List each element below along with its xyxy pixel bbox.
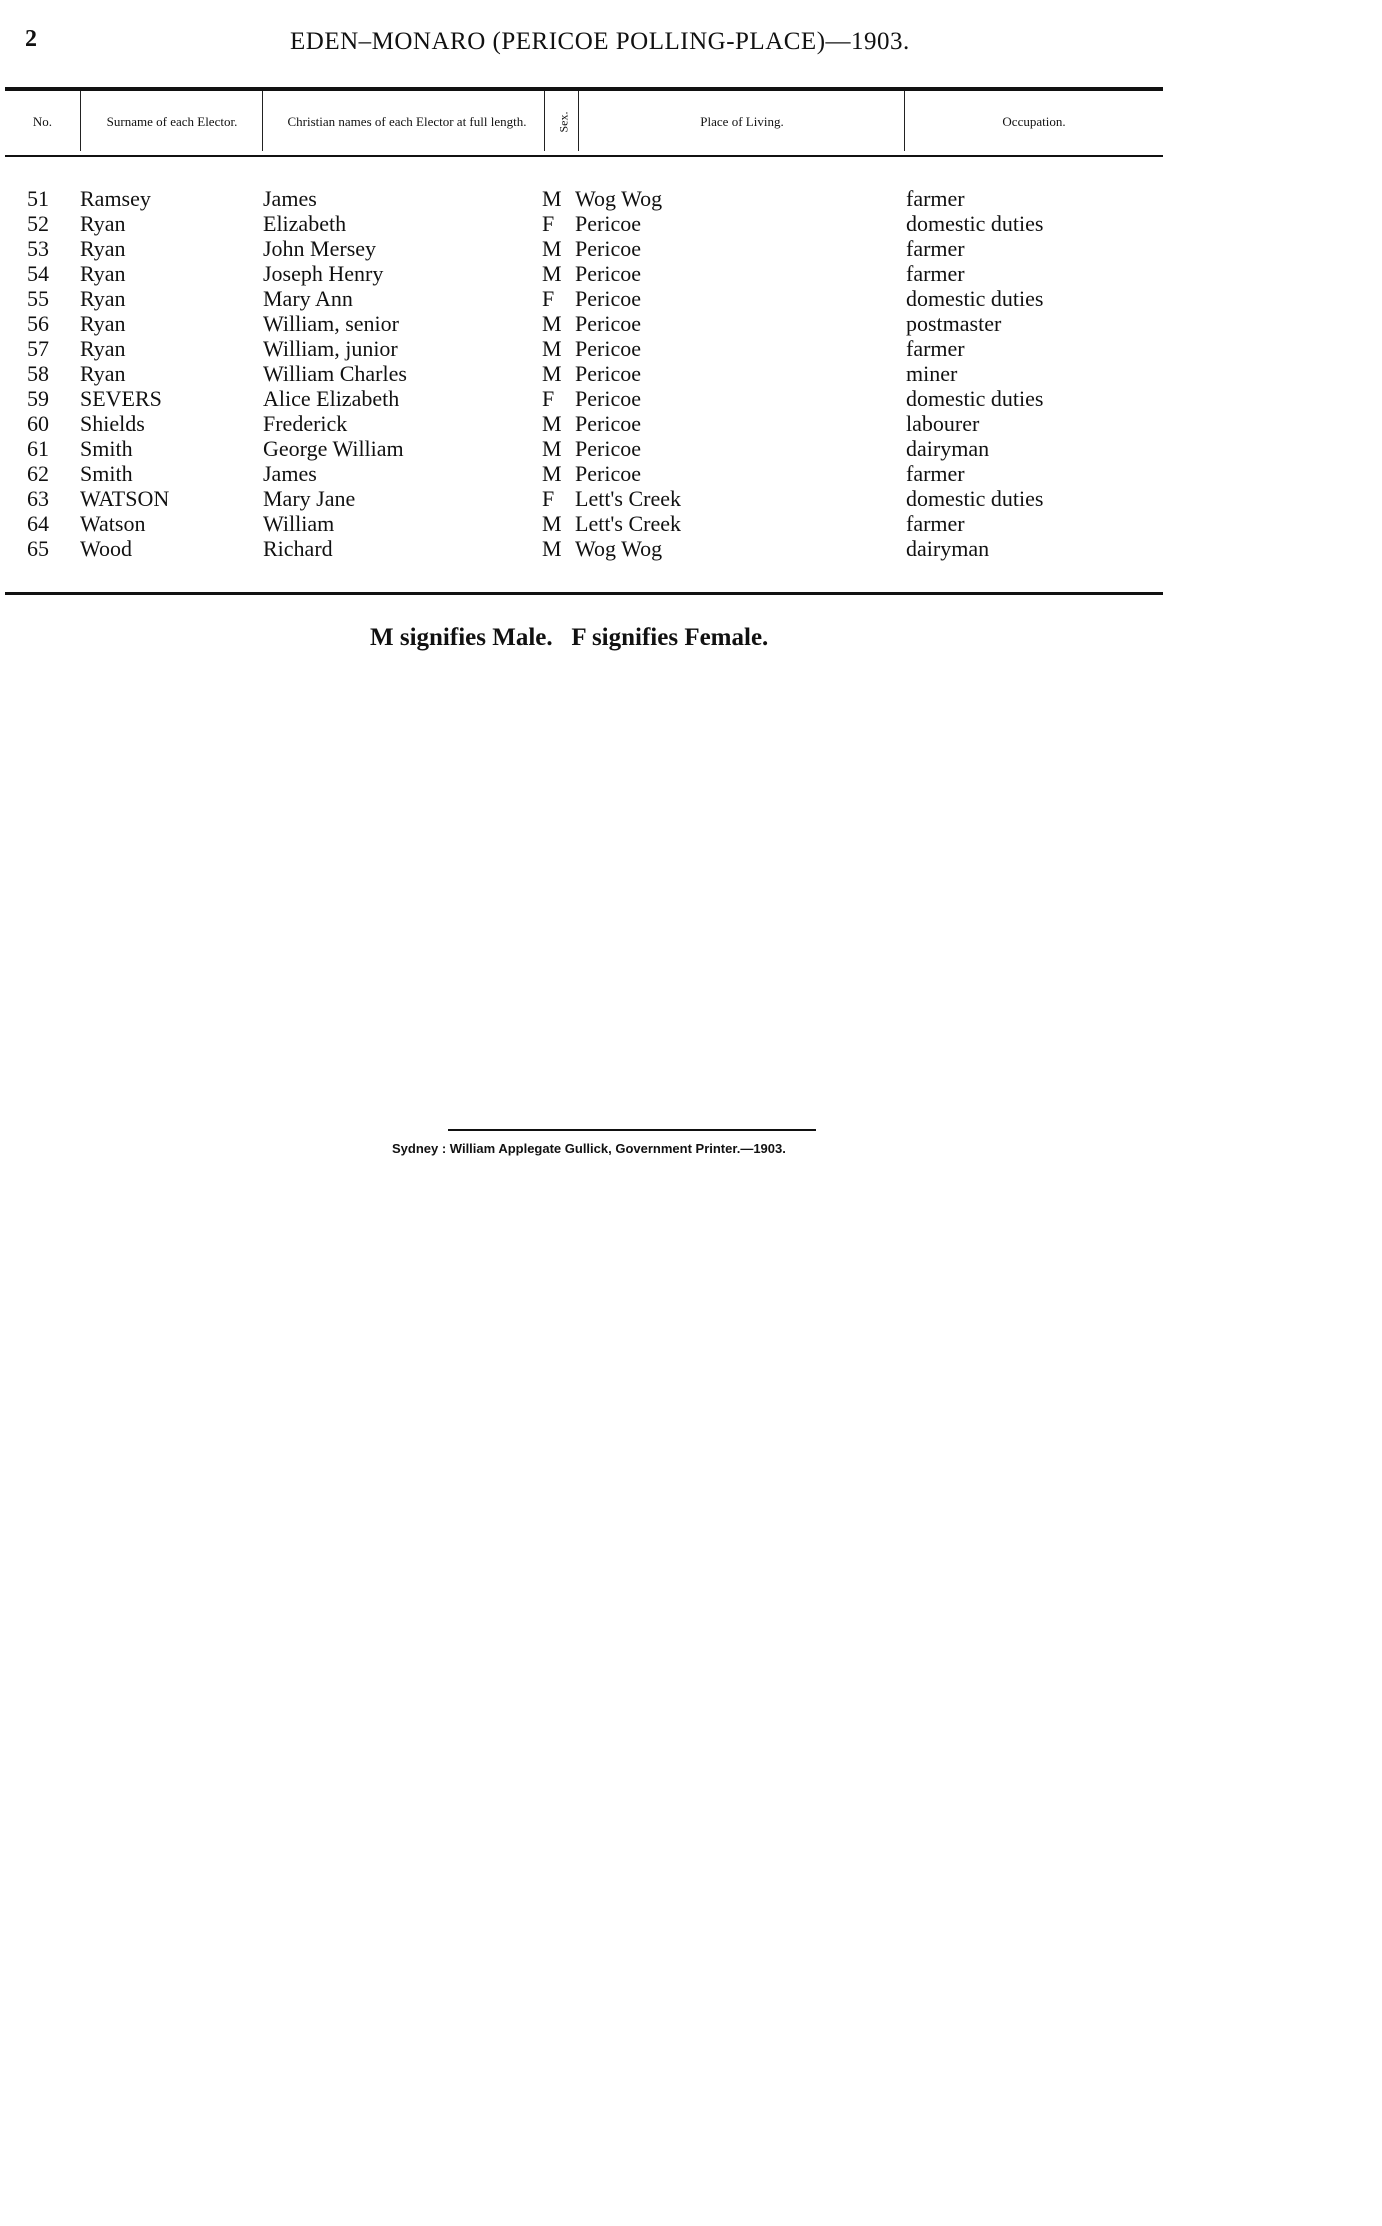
elector-number: 61 <box>27 436 49 461</box>
elector-number: 54 <box>27 261 49 286</box>
elector-sex: F <box>542 286 555 311</box>
elector-place-of-living: Pericoe <box>575 286 641 311</box>
legend-note: M signifies Male. F signifies Female. <box>370 624 769 651</box>
elector-occupation: postmaster <box>906 311 1002 336</box>
elector-sex: M <box>542 186 562 211</box>
header-occupation: Occupation. <box>1002 114 1066 129</box>
elector-sex: M <box>542 336 562 361</box>
elector-place-of-living: Wog Wog <box>575 186 663 211</box>
table-row <box>0 486 1200 511</box>
elector-place-of-living: Pericoe <box>575 461 641 486</box>
column-divider <box>262 91 263 151</box>
elector-christian-names: Richard <box>263 536 333 561</box>
elector-surname: Ramsey <box>80 186 151 211</box>
table-row <box>0 336 1200 361</box>
elector-number: 58 <box>27 361 49 386</box>
elector-place-of-living: Lett's Creek <box>575 511 681 536</box>
table-row <box>0 386 1200 411</box>
elector-sex: M <box>542 511 562 536</box>
table-row <box>0 461 1200 486</box>
elector-sex: F <box>542 486 555 511</box>
elector-place-of-living: Pericoe <box>575 436 641 461</box>
elector-number: 59 <box>27 386 49 411</box>
elector-christian-names: James <box>263 461 317 486</box>
elector-occupation: domestic duties <box>906 211 1044 236</box>
header-surname: Surname of each Elector. <box>106 114 238 129</box>
elector-occupation: domestic duties <box>906 286 1044 311</box>
elector-sex: M <box>542 236 562 261</box>
table-row <box>0 311 1200 336</box>
elector-christian-names: William <box>263 511 335 536</box>
elector-christian-names: George William <box>263 436 404 461</box>
table-header <box>5 91 1163 153</box>
elector-number: 51 <box>27 186 49 211</box>
elector-surname: Watson <box>80 511 146 536</box>
elector-sex: M <box>542 361 562 386</box>
elector-christian-names: Elizabeth <box>263 211 347 236</box>
elector-sex: F <box>542 386 555 411</box>
table-row <box>0 261 1200 286</box>
elector-place-of-living: Pericoe <box>575 411 641 436</box>
elector-christian-names: Mary Jane <box>263 486 356 511</box>
elector-occupation: farmer <box>906 336 965 361</box>
elector-surname: Wood <box>80 536 133 561</box>
elector-number: 53 <box>27 236 49 261</box>
elector-surname: Ryan <box>80 361 126 386</box>
elector-number: 63 <box>27 486 49 511</box>
elector-christian-names: James <box>263 186 317 211</box>
elector-place-of-living: Lett's Creek <box>575 486 681 511</box>
elector-list <box>0 186 1200 561</box>
elector-christian-names: Frederick <box>263 411 348 436</box>
table-row <box>0 536 1200 561</box>
elector-surname: Smith <box>80 461 133 486</box>
elector-place-of-living: Pericoe <box>575 386 641 411</box>
elector-sex: M <box>542 311 562 336</box>
elector-number: 57 <box>27 336 49 361</box>
table-row <box>0 511 1200 536</box>
elector-sex: M <box>542 261 562 286</box>
bottom-rule <box>5 592 1163 595</box>
page-number: 2 <box>25 26 37 52</box>
elector-occupation: dairyman <box>906 536 990 561</box>
elector-occupation: domestic duties <box>906 386 1044 411</box>
elector-surname: Ryan <box>80 286 126 311</box>
column-divider <box>544 91 545 151</box>
elector-number: 56 <box>27 311 49 336</box>
elector-place-of-living: Pericoe <box>575 211 641 236</box>
elector-sex: F <box>542 211 555 236</box>
elector-number: 60 <box>27 411 49 436</box>
elector-occupation: farmer <box>906 461 965 486</box>
elector-place-of-living: Pericoe <box>575 311 641 336</box>
elector-occupation: farmer <box>906 186 965 211</box>
imprint-rule <box>448 1129 816 1131</box>
elector-surname: Ryan <box>80 236 126 261</box>
elector-number: 62 <box>27 461 49 486</box>
elector-number: 52 <box>27 211 49 236</box>
elector-surname: WATSON <box>80 486 170 511</box>
elector-occupation: miner <box>906 361 958 386</box>
table-row <box>0 411 1200 436</box>
table-row <box>0 236 1200 261</box>
column-divider <box>80 91 81 151</box>
elector-place-of-living: Wog Wog <box>575 536 663 561</box>
elector-christian-names: Joseph Henry <box>263 261 384 286</box>
column-divider <box>904 91 905 151</box>
elector-occupation: farmer <box>906 236 965 261</box>
elector-surname: Shields <box>80 411 145 436</box>
printer-imprint: Sydney : William Applegate Gullick, Government Printer.—1903. <box>392 1141 786 1156</box>
header-sex: Sex. <box>556 111 570 133</box>
table-row <box>0 186 1200 211</box>
elector-number: 64 <box>27 511 49 536</box>
elector-occupation: farmer <box>906 511 965 536</box>
header-place: Place of Living. <box>700 114 784 129</box>
elector-occupation: labourer <box>906 411 980 436</box>
elector-occupation: dairyman <box>906 436 990 461</box>
elector-sex: M <box>542 411 562 436</box>
elector-occupation: domestic duties <box>906 486 1044 511</box>
elector-sex: M <box>542 536 562 561</box>
table-row <box>0 436 1200 461</box>
elector-surname: Ryan <box>80 311 126 336</box>
elector-christian-names: William Charles <box>263 361 407 386</box>
header-christian-names: Christian names of each Elector at full length. <box>287 114 527 129</box>
table-row <box>0 361 1200 386</box>
page-title: EDEN–MONARO (PERICOE POLLING-PLACE)—1903. <box>290 28 910 55</box>
elector-christian-names: John Mersey <box>263 236 377 261</box>
elector-number: 55 <box>27 286 49 311</box>
elector-place-of-living: Pericoe <box>575 361 641 386</box>
table-row <box>0 286 1200 311</box>
elector-surname: Ryan <box>80 261 126 286</box>
elector-place-of-living: Pericoe <box>575 261 641 286</box>
column-divider <box>578 91 579 151</box>
header-no: No. <box>32 114 53 129</box>
elector-place-of-living: Pericoe <box>575 336 641 361</box>
elector-place-of-living: Pericoe <box>575 236 641 261</box>
elector-surname: Ryan <box>80 211 126 236</box>
elector-surname: Smith <box>80 436 133 461</box>
elector-christian-names: William, senior <box>263 311 399 336</box>
elector-christian-names: Mary Ann <box>263 286 353 311</box>
table-row <box>0 211 1200 236</box>
elector-christian-names: William, junior <box>263 336 398 361</box>
elector-surname: Ryan <box>80 336 126 361</box>
elector-occupation: farmer <box>906 261 965 286</box>
elector-number: 65 <box>27 536 49 561</box>
elector-sex: M <box>542 436 562 461</box>
elector-christian-names: Alice Elizabeth <box>263 386 400 411</box>
elector-sex: M <box>542 461 562 486</box>
elector-surname: SEVERS <box>80 386 162 411</box>
header-rule <box>5 155 1163 157</box>
